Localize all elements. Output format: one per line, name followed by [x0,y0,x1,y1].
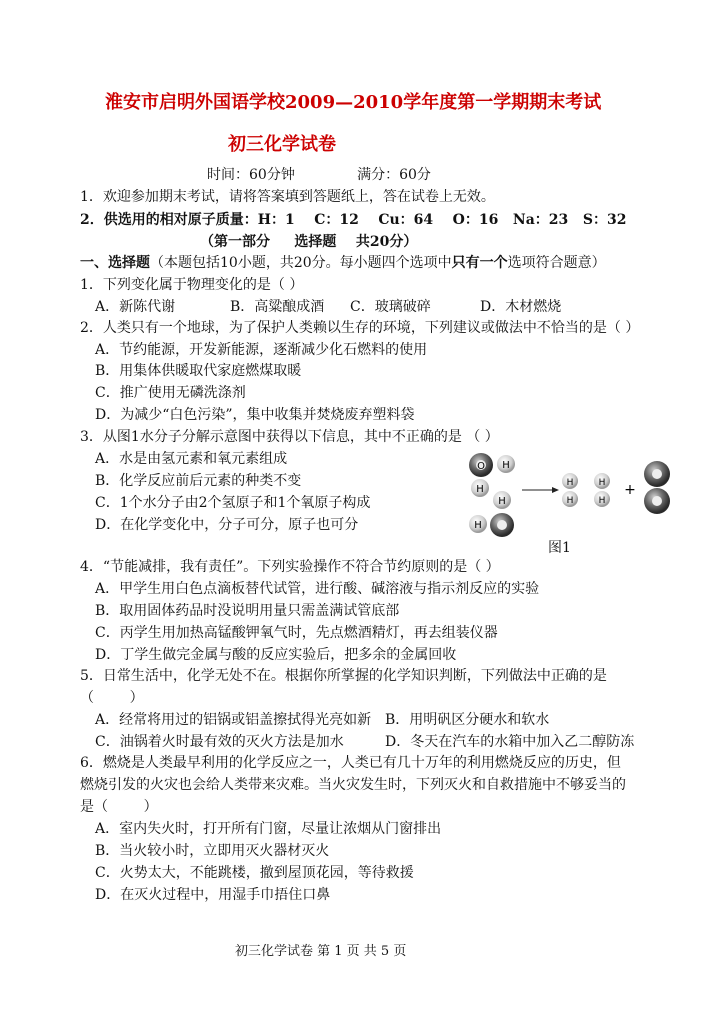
question-1-option-c: C．玻璃破碎 [350,299,431,315]
page-footer: 初三化学试卷 第 1 页 共 5 页 [235,944,407,959]
question-5-option-c: C．油锅着火时最有效的灭火方法是加水 [95,734,344,750]
question-2-option-b: B．用集体供暖取代家庭燃煤取暖 [95,363,302,379]
question-6-stem-line2: 燃烧引发的火灾也会给人类带来灾难。当火灾发生时，下列灭火和自救措施中不够妥当的 [80,777,626,793]
h-label: H [502,460,510,471]
question-5-stem-cont: （ ） [80,690,144,706]
exam-subtitle: 初三化学试卷 [228,134,336,155]
question-6-stem: 6．燃烧是人类最早利用的化学反应之一，人类已有几十万年的利用燃烧反应的历史，但 [80,755,621,771]
section-heading: （第一部分 选择题 共20分） [200,234,418,250]
section-intro-suffix: 选项符合题意） [507,255,606,271]
question-1-option-b: B．高粱酿成酒 [230,299,325,315]
question-6-option-b: B．当火较小时，立即用灭火器材灭火 [95,843,330,859]
question-2-option-d: D．为减少“白色污染”，集中收集并焚烧废弃塑料袋 [95,407,415,423]
h-label: H [598,496,606,506]
question-4-option-a: A．甲学生用白色点滴板替代试管，进行酸、碱溶液与指示剂反应的实验 [95,581,540,597]
section-intro-bold: 只有一个 [451,255,508,271]
question-6-stem-line3: 是（ ） [80,799,158,815]
h-label: H [566,478,574,488]
note-1: 1．欢迎参加期末考试，请将答案填到答题纸上，答在试卷上无效。 [80,189,495,205]
question-2-stem: 2．人类只有一个地球，为了保护人类赖以生存的环境，下列建议或做法中不恰当的是（ ） [80,320,640,336]
h-label: H [474,520,482,531]
h-label: H [598,478,606,488]
section-intro [80,253,606,273]
h-label: H [476,484,484,495]
question-6-option-d: D．在灭火过程中，用湿手巾捂住口鼻 [95,887,331,903]
o-label: O [477,461,485,472]
question-4-stem: 4．“节能减排，我有责任”。下列实验操作不符合节约原则的是（ ） [80,559,500,575]
question-3-stem: 3．从图1水分子分解示意图中获得以下信息，其中不正确的是 （ ） [80,429,499,445]
question-3-option-b: B．化学反应前后元素的种类不变 [95,473,302,489]
section-intro-prefix: 一、选择题 [80,255,150,271]
question-1-stem: 1．下列变化属于物理变化的是（ ） [80,277,304,293]
question-1-option-a: A．新陈代谢 [95,299,176,315]
arrow-icon [522,487,559,493]
oxygen-molecule [644,461,670,514]
question-5-option-d: D．冬天在汽车的水箱中加入乙二醇防冻 [385,734,635,750]
question-6-option-a: A．室内失火时，打开所有门窗，尽量让浓烟从门窗排出 [95,821,442,837]
question-3-option-a: A．水是由氢元素和氧元素组成 [95,451,288,467]
h-label: H [566,496,574,506]
figure-caption: 图1 [548,540,571,556]
question-5-option-b: B．用明矾区分硬水和软水 [385,712,550,728]
time-info: 时间：60分钟 满分：60分 [207,167,431,183]
hydrogen-molecules [562,473,610,507]
question-2-option-c: C．推广使用无磷洗涤剂 [95,385,246,401]
section-intro-mid: （本题包括10小题，共20分。每小题四个选项中 [150,255,452,271]
question-2-option-a: A．节约能源，开发新能源，逐渐减少化石燃料的使用 [95,342,428,358]
water-decomposition-figure [460,448,690,544]
question-6-option-c: C．火势太大，不能跳楼，撤到屋顶花园，等待救援 [95,865,414,881]
plus-sign: + [624,482,636,498]
question-5-option-a: A．经常将用过的铝锅或铝盖擦拭得光亮如新 [95,712,372,728]
question-4-option-d: D．丁学生做完金属与酸的反应实验后，把多余的金属回收 [95,647,457,663]
h-label: H [498,496,506,507]
water-molecule-2 [469,491,514,537]
question-1-option-d: D．木材燃烧 [480,299,562,315]
water-molecule-1 [469,453,515,497]
question-3-option-d: D．在化学变化中，分子可分，原子也可分 [95,517,359,533]
question-4-option-c: C．丙学生用加热高锰酸钾氧气时，先点燃酒精灯，再去组装仪器 [95,625,498,641]
note-2: 2．供选用的相对原子质量：H：1 C：12 Cu：64 O：16 Na：23 S：32 [80,212,627,228]
exam-title: 淮安市启明外国语学校2009—2010学年度第一学期期末考试 [105,92,602,113]
question-3-option-c: C．1个水分子由2个氢原子和1个氧原子构成 [95,495,371,511]
question-4-option-b: B．取用固体药品时没说明用量只需盖满试管底部 [95,603,400,619]
question-5-stem: 5．日常生活中，化学无处不在。根据你所掌握的化学知识判断，下列做法中正确的是 [80,668,607,684]
